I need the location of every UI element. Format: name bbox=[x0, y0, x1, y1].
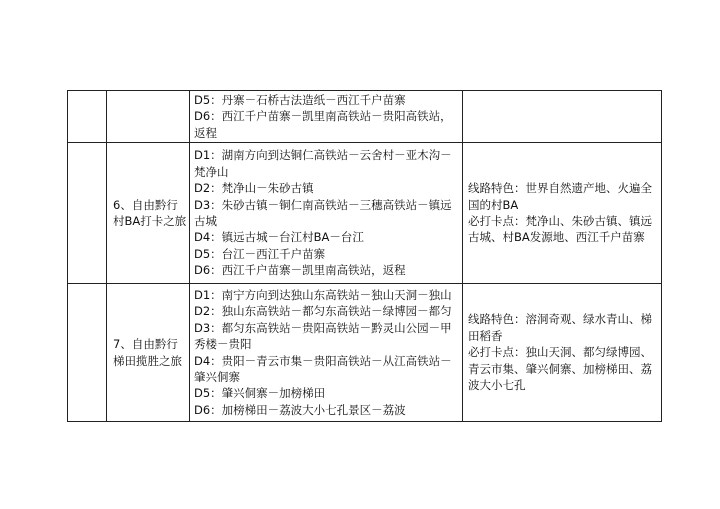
features-cell bbox=[463, 284, 662, 422]
itinerary-day: D3：都匀东高铁站－贵阳高铁站－黔灵山公园－甲秀楼－贵阳 bbox=[194, 320, 452, 352]
itinerary-day: D4：贵阳－青云市集－贵阳高铁站－从江高铁站－肇兴侗寨 bbox=[194, 353, 452, 384]
itinerary-day: D1：南宁方向到达独山东高铁站－独山天洞－独山 bbox=[194, 287, 452, 302]
itinerary-day: D5：台江－西江千户苗寨 bbox=[194, 246, 326, 261]
itinerary-day: D5：丹寨－石桥古法造纸－西江千户苗寨 bbox=[194, 92, 406, 107]
itinerary-day: D6：西江千户苗寨－凯里南高铁站，返程 bbox=[194, 263, 406, 278]
table-row bbox=[68, 91, 662, 143]
itinerary-day: D1：湖南方向到达铜仁高铁站－云舍村－亚木沟－梵净山 bbox=[194, 148, 452, 179]
row-number-cell bbox=[68, 284, 107, 422]
row-number-cell bbox=[68, 91, 107, 143]
table-row bbox=[68, 284, 662, 422]
features-cell bbox=[463, 143, 662, 284]
itinerary-day: D2：梵净山－朱砂古镇 bbox=[194, 181, 314, 196]
route-name-cell bbox=[107, 91, 190, 143]
route-highlights: 必打卡点：独山天洞、都匀绿博园、青云市集、肇兴侗寨、加榜梯田、荔波大小七孔 bbox=[468, 345, 652, 393]
itinerary-day: D2：独山东高铁站－都匀东高铁站－绿博园－都匀 bbox=[194, 304, 452, 319]
itinerary-day: D5：肇兴侗寨－加榜梯田 bbox=[194, 386, 326, 401]
itinerary-day: D3：朱砂古镇－铜仁南高铁站－三穗高铁站－镇远古城 bbox=[194, 197, 452, 228]
table-row bbox=[68, 143, 662, 284]
features-cell bbox=[463, 91, 662, 143]
row-number-cell bbox=[68, 143, 107, 284]
itinerary-cell bbox=[190, 91, 463, 143]
route-name-cell bbox=[107, 284, 190, 422]
route-name: 6、自由黔行村BA打卡之旅 bbox=[113, 197, 187, 228]
route-highlights: 必打卡点：梵净山、朱砂古镇、镇远古城、村BA发源地、西江千户苗寨 bbox=[468, 214, 652, 245]
route-features: 线路特色：世界自然遗产地、火遍全国的村BA bbox=[468, 181, 652, 212]
itinerary-day: D4：镇远古城－台江村BA－台江 bbox=[194, 230, 364, 245]
route-features: 线路特色：溶洞奇观、绿水青山、梯田稻香 bbox=[468, 312, 652, 343]
itinerary-day: D6：加榜梯田－荔波大小七孔景区－荔波 bbox=[194, 402, 406, 417]
itinerary-cell bbox=[190, 143, 463, 284]
itinerary-cell bbox=[190, 284, 463, 422]
route-name: 7、自由黔行梯田揽胜之旅 bbox=[113, 337, 182, 368]
itinerary-day: D6：西江千户苗寨－凯里南高铁站－贵阳高铁站，返程 bbox=[194, 109, 452, 140]
route-table bbox=[67, 90, 662, 422]
route-name-cell bbox=[107, 143, 190, 284]
